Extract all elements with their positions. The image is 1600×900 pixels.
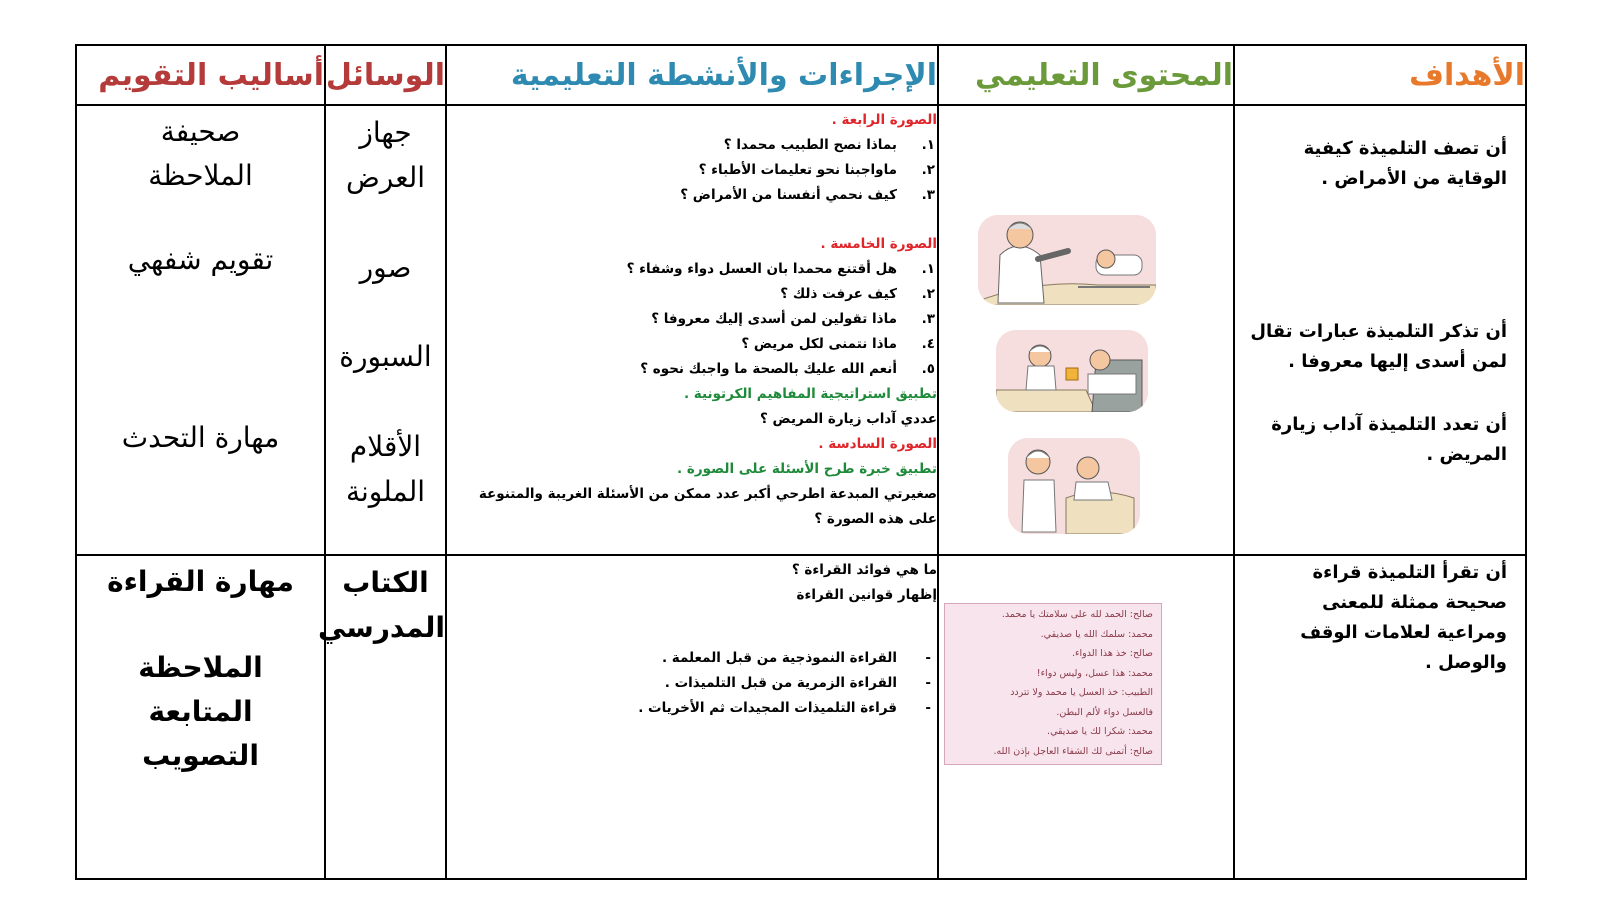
row2-evaluation-cell	[76, 555, 325, 879]
dialogue-line: محمد: هذا عسل، وليس دواء!	[1036, 667, 1153, 679]
strategy-cartoon: تطبيق استراتيجية المفاهيم الكرتونية .	[683, 386, 937, 402]
visitor-honey-icon	[996, 330, 1148, 412]
reading-steps	[447, 646, 937, 721]
textbook-dialogue-image	[944, 603, 1162, 765]
row1-evaluation-cell	[76, 105, 325, 555]
eval-observation-sheet: صحيفة الملاحظة	[148, 115, 253, 192]
tool-projector: جهاز العرض	[345, 116, 426, 194]
header-content: المحتوى التعليمي	[938, 45, 1234, 105]
strategy-cartoon-question: عددي آداب زيارة المريض ؟	[760, 411, 937, 427]
row1-procedures-cell	[446, 105, 938, 555]
list-item: هل أقتنع محمدا بان العسل دواء وشفاء ؟	[626, 261, 897, 277]
goal-reading: أن تقرأ التلميذة قراءة صحيحة ممثلة للمعنى ومراعية لعلامات الوقف والوصل .	[1300, 562, 1507, 673]
bedside-visit-icon	[1008, 438, 1140, 534]
eval-followup: المتابعة	[148, 695, 253, 728]
row2-procedures-cell	[446, 555, 938, 879]
goal-2: أن تذكر التلميذة عبارات تقال لمن أسدى إليها معروفا .	[1250, 321, 1507, 372]
list-item: - القراءة الزمرية من قبل التلميذات .	[447, 671, 897, 696]
pic6-title: الصورة السادسة .	[818, 436, 937, 452]
pic4-title: الصورة الرابعة .	[831, 112, 937, 128]
eval-oral: تقويم شفهي	[127, 243, 274, 276]
goal-1: أن تصف التلميذة كيفية الوقاية من الأمراض .	[1303, 138, 1507, 189]
list-item: - قراءة التلميذات المجيدات ثم الأخريات .	[447, 696, 897, 721]
list-item: ماذا نتمنى لكل مريض ؟	[741, 336, 897, 352]
dialogue-line: محمد: سلمك الله يا صديقي.	[1040, 628, 1153, 640]
eval-speaking: مهارة التحدث	[121, 421, 280, 454]
tool-pictures: صور	[359, 251, 412, 284]
list-item: بماذا نصح الطبيب محمدا ؟	[723, 137, 897, 153]
row-1	[76, 105, 1526, 555]
row1-goals-cell	[1234, 105, 1526, 555]
row1-tools-cell	[325, 105, 446, 555]
dialogue-line: الطبيب: خذ العسل يا محمد ولا تتردد	[1010, 687, 1153, 698]
bedside-visit-illustration	[1008, 438, 1140, 534]
doctor-patient-illustration	[978, 215, 1156, 305]
strategy-questions-prompt: صغيرتي المبدعة اطرحي أكبر عدد ممكن من الأسئلة الغريبة والمتنوعة على هذه الصورة ؟	[478, 486, 937, 527]
row-2	[76, 555, 1526, 879]
header-goals: الأهداف	[1234, 45, 1526, 105]
list-item: كيف عرفت ذلك ؟	[780, 286, 897, 302]
goal-3: أن تعدد التلميذة آداب زيارة المريض .	[1271, 414, 1507, 465]
lesson-plan-table	[75, 44, 1527, 880]
reading-question: ما هي فوائد القراءة ؟	[791, 562, 937, 578]
eval-observation: الملاحظة	[138, 651, 263, 684]
header-row	[76, 45, 1526, 105]
dialogue-line: صالح: أتمنى لك الشفاء العاجل بإذن الله.	[993, 745, 1153, 757]
strategy-questions: تطبيق خبرة طرح الأسئلة على الصورة .	[677, 461, 937, 477]
row2-tools-cell	[317, 555, 446, 879]
list-item: ماذا تقولين لمن أسدى إليك معروفا ؟	[651, 311, 897, 327]
pic4-questions	[447, 133, 937, 208]
tool-board: السبورة	[339, 340, 432, 373]
reading-rules: إظهار قوانين القراءة	[796, 587, 937, 603]
tool-textbook-2: المدرسي	[317, 611, 445, 644]
header-evaluation: أساليب التقويم	[76, 45, 325, 105]
list-item: - القراءة النموذجية من قبل المعلمة .	[447, 646, 897, 671]
pic5-questions	[447, 257, 937, 382]
visitor-honey-illustration	[996, 330, 1148, 412]
dialogue-line: محمد: شكرا لك يا صديقي.	[1047, 726, 1153, 737]
list-item: أنعم الله عليك بالصحة ما واجبك نحوه ؟	[640, 361, 897, 377]
header-procedures: الإجراءات والأنشطة التعليمية	[446, 45, 938, 105]
dialogue-line: صالح: الحمد لله على سلامتك يا محمد.	[1001, 609, 1153, 620]
dialogue-line: صالح: خذ هذا الدواء.	[1072, 648, 1153, 659]
list-item: كيف نحمي أنفسنا من الأمراض ؟	[680, 187, 897, 203]
pic5-title: الصورة الخامسة .	[820, 236, 937, 252]
eval-correction: التصويب	[142, 739, 259, 772]
dialogue-line: فالعسل دواء لألم البطن.	[1056, 706, 1153, 718]
row2-goals-cell	[1234, 555, 1526, 879]
tool-markers: الأقلام الملونة	[345, 430, 426, 508]
tool-textbook: الكتاب	[342, 566, 429, 599]
header-tools: الوسائل	[325, 45, 446, 105]
list-item: ماواجبنا نحو تعليمات الأطباء ؟	[698, 162, 897, 178]
doctor-patient-icon	[978, 215, 1156, 305]
eval-reading-skill: مهارة القراءة	[107, 565, 294, 598]
